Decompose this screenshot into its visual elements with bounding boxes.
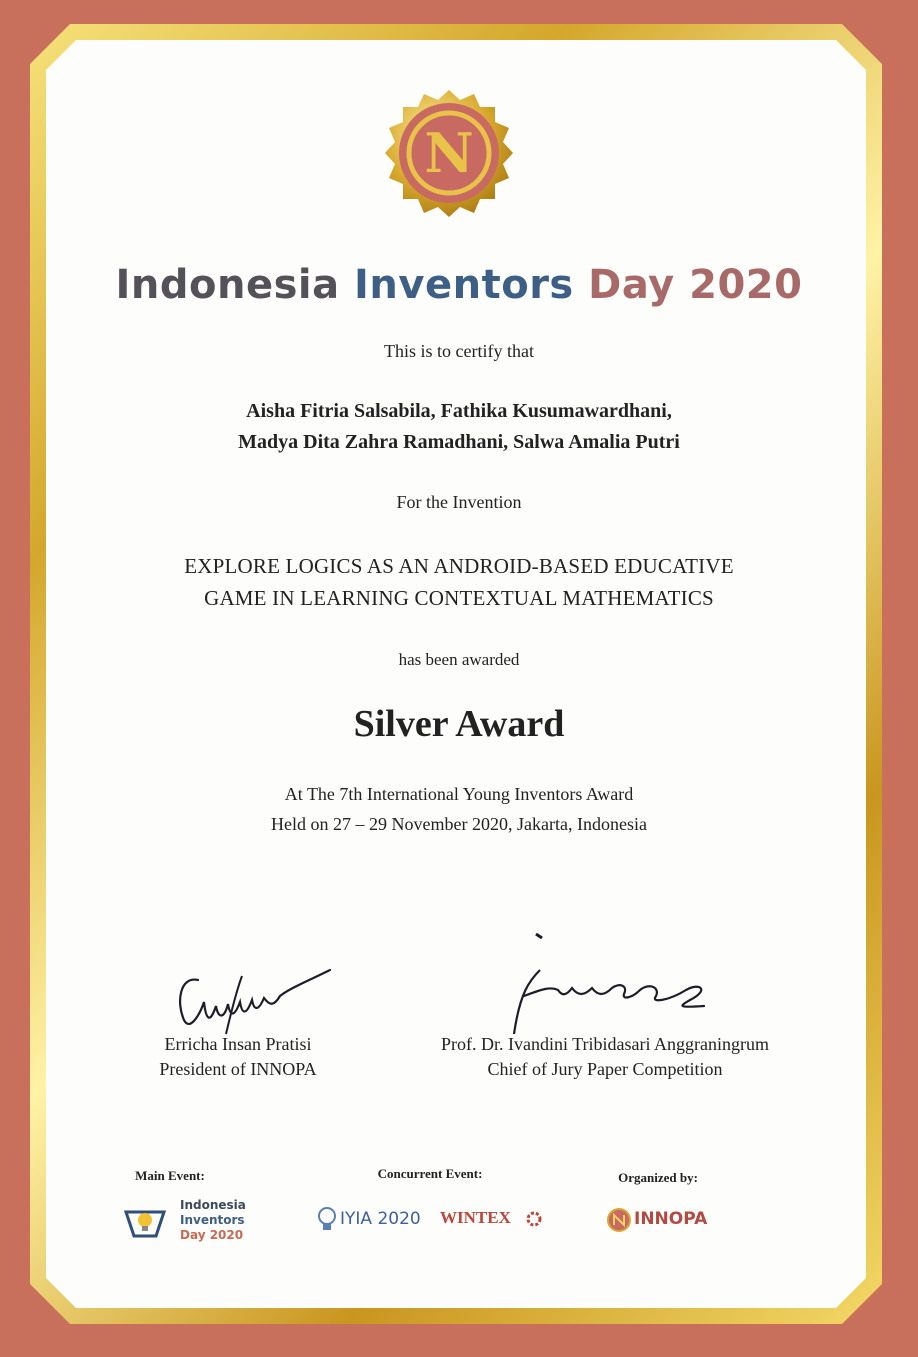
logo-line-1: Indonesia (180, 1198, 246, 1212)
event-details (0, 779, 918, 839)
signatory-name: Erricha Insan Pratisi (164, 1034, 312, 1054)
iyia-text: IYIA 2020 (340, 1209, 421, 1229)
signature-chief-jury-icon (500, 930, 720, 1040)
innopa-logo (606, 1206, 726, 1236)
wintex-text: WINTEX (440, 1208, 511, 1227)
organized-by-label: Organized by: (618, 1170, 698, 1185)
iyia-2020-logo (316, 1206, 431, 1236)
title-word-inventors: Inventors (354, 262, 574, 308)
certify-text: This is to certify that (384, 341, 534, 361)
recipient-names (0, 396, 918, 458)
recipient-line-1: Aisha Fitria Salsabila, Fathika Kusumawardhani, (246, 400, 672, 422)
awarded-text: has been awarded (398, 650, 520, 669)
signatory-role: Chief of Jury Paper Competition (487, 1059, 723, 1079)
invention-line-1: EXPLORE LOGICS AS AN ANDROID-BASED EDUCATIVE (184, 554, 734, 578)
seal-letter: N (424, 121, 474, 185)
signatory-name: Prof. Dr. Ivandini Tribidasari Anggraningrum (441, 1034, 769, 1054)
event-line-2: Held on 27 – 29 November 2020, Jakarta, Indonesia (271, 814, 647, 834)
main-event-label: Main Event: (135, 1168, 205, 1183)
signature-president-icon (170, 962, 340, 1037)
gear-icon (526, 1211, 542, 1227)
logo-line-3: Day 2020 (180, 1228, 244, 1242)
page-title (0, 262, 918, 308)
wintex-logo (440, 1206, 550, 1236)
event-line-1: At The 7th International Young Inventors Award (284, 784, 634, 804)
signatory-role: President of INNOPA (159, 1059, 317, 1079)
signatory-chief-jury (400, 1032, 810, 1082)
innopa-seal-icon (376, 80, 522, 226)
innopa-emblem-icon (606, 1207, 632, 1233)
indonesia-inventors-day-logo (122, 1198, 272, 1250)
recipient-line-2: Madya Dita Zahra Ramadhani, Salwa Amalia Putri (238, 431, 680, 453)
logo-line-2: Inventors (180, 1213, 245, 1227)
invention-line-2: GAME IN LEARNING CONTEXTUAL MATHEMATICS (204, 586, 714, 610)
title-word-day: Day 2020 (588, 262, 803, 308)
lightbulb-icon (316, 1206, 338, 1232)
invention-label: For the Invention (396, 492, 522, 512)
ribbon-icon (122, 1200, 168, 1246)
award-title: Silver Award (353, 703, 565, 745)
signatory-president (118, 1032, 358, 1082)
innopa-text: INNOPA (634, 1209, 708, 1229)
concurrent-event-label: Concurrent Event: (377, 1166, 483, 1181)
invention-title (0, 550, 918, 614)
title-word-indonesia: Indonesia (115, 262, 340, 308)
certificate-paper (46, 40, 866, 1308)
